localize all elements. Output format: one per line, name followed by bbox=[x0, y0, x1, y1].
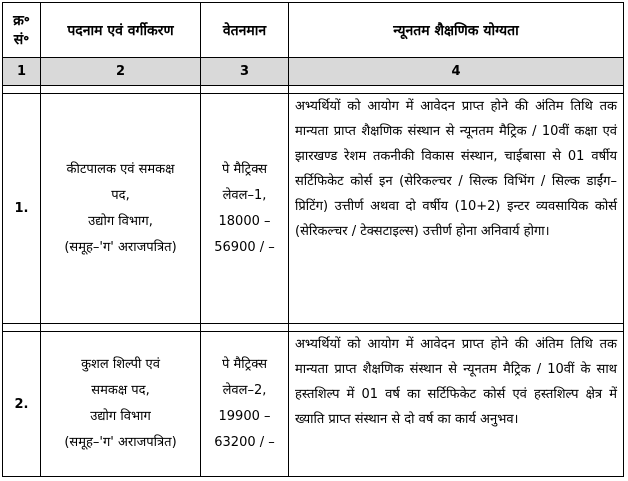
spacer-cell bbox=[289, 86, 624, 94]
spacer-cell bbox=[41, 324, 201, 332]
serial-number: 1. bbox=[3, 94, 41, 324]
pay-line: 63200 / – bbox=[214, 435, 275, 450]
column-number: 1 bbox=[3, 58, 41, 86]
spacer-cell bbox=[201, 86, 289, 94]
post-line: कीटपालक एवं समकक्ष bbox=[66, 161, 175, 177]
header-serial-number bbox=[3, 3, 41, 58]
spacer-cell bbox=[201, 324, 289, 332]
document-page bbox=[2, 2, 624, 477]
serial-number: 2. bbox=[3, 332, 41, 477]
header-post-classification: पदनाम एवं वर्गीकरण bbox=[41, 3, 201, 58]
post-line: उद्योग विभाग, bbox=[88, 213, 153, 229]
table-row bbox=[3, 332, 624, 477]
pay-scale-cell bbox=[201, 332, 289, 477]
post-line: कुशल शिल्पी एवं bbox=[81, 357, 160, 372]
header-serial-line2: सं॰ bbox=[13, 32, 30, 48]
qualification-text: अभ्यर्थियों को आयोग में आवेदन प्राप्त होने की अंतिम तिथि तक मान्यता प्राप्त शैक्षणिक संस्थान से न्यूनतम मैट्रिक / 10वीं कक्षा एवं झारखण्ड रेशम तकनीकी विकास संस्थान, चाईबासा से 01 वर्षीय सर्टिफिकेट कोर्स इन (सेरिकल्चर / सिल्क विभिंग / सिल्क डाईंग–प्रिटिंग) उत्तीर्ण अथवा दो वर्षीय (10+2) इन्टर व्यवसायिक कोर्स (सेरिकल्चर / टेक्सटाइल्स) उत्तीर्ण होना अनिवार्य होगा। bbox=[289, 94, 624, 324]
pay-scale-cell bbox=[201, 94, 289, 324]
eligibility-table bbox=[2, 2, 624, 477]
post-line: उद्योग विभाग bbox=[90, 409, 151, 424]
table-row bbox=[3, 94, 624, 324]
post-line: (समूह–'ग' अराजपत्रित) bbox=[64, 239, 177, 255]
column-number: 2 bbox=[41, 58, 201, 86]
spacer-row bbox=[3, 324, 624, 332]
pay-line: 56900 / – bbox=[214, 239, 275, 255]
pay-line: 19900 – bbox=[218, 409, 271, 424]
column-number: 3 bbox=[201, 58, 289, 86]
column-number-row bbox=[3, 58, 624, 86]
pay-line: पे मैट्रिक्स bbox=[221, 357, 267, 372]
header-minimum-qualification: न्यूनतम शैक्षणिक योग्यता bbox=[289, 3, 624, 58]
post-line: (समूह–'ग' अराजपत्रित) bbox=[64, 435, 177, 450]
header-pay-scale: वेतनमान bbox=[201, 3, 289, 58]
qualification-text: अभ्यर्थियों को आयोग में आवेदन प्राप्त होने की अंतिम तिथि तक मान्यता प्राप्त शैक्षणिक संस्थान से न्यूनतम मैट्रिक / 10वीं के साथ हस्तशिल्प में 01 वर्ष का सर्टिफिकेट कोर्स एवं हस्तशिल्प क्षेत्र में ख्याति प्राप्त संस्थान से दो वर्ष का कार्य अनुभव। bbox=[289, 332, 624, 477]
header-serial-line1: क्र॰ bbox=[13, 13, 30, 29]
post-line: समकक्ष पद, bbox=[91, 383, 150, 398]
pay-line: 18000 – bbox=[218, 213, 271, 229]
spacer-cell bbox=[3, 86, 41, 94]
pay-line: लेवल–2, bbox=[222, 383, 267, 398]
post-line: पद, bbox=[111, 187, 130, 203]
spacer-cell bbox=[41, 86, 201, 94]
post-name-cell bbox=[41, 94, 201, 324]
table-header-row bbox=[3, 3, 624, 58]
pay-line: पे मैट्रिक्स bbox=[221, 161, 267, 177]
pay-line: लेवल–1, bbox=[222, 187, 267, 203]
spacer-cell bbox=[3, 324, 41, 332]
spacer-cell bbox=[289, 324, 624, 332]
post-name-cell bbox=[41, 332, 201, 477]
column-number: 4 bbox=[289, 58, 624, 86]
spacer-row bbox=[3, 86, 624, 94]
